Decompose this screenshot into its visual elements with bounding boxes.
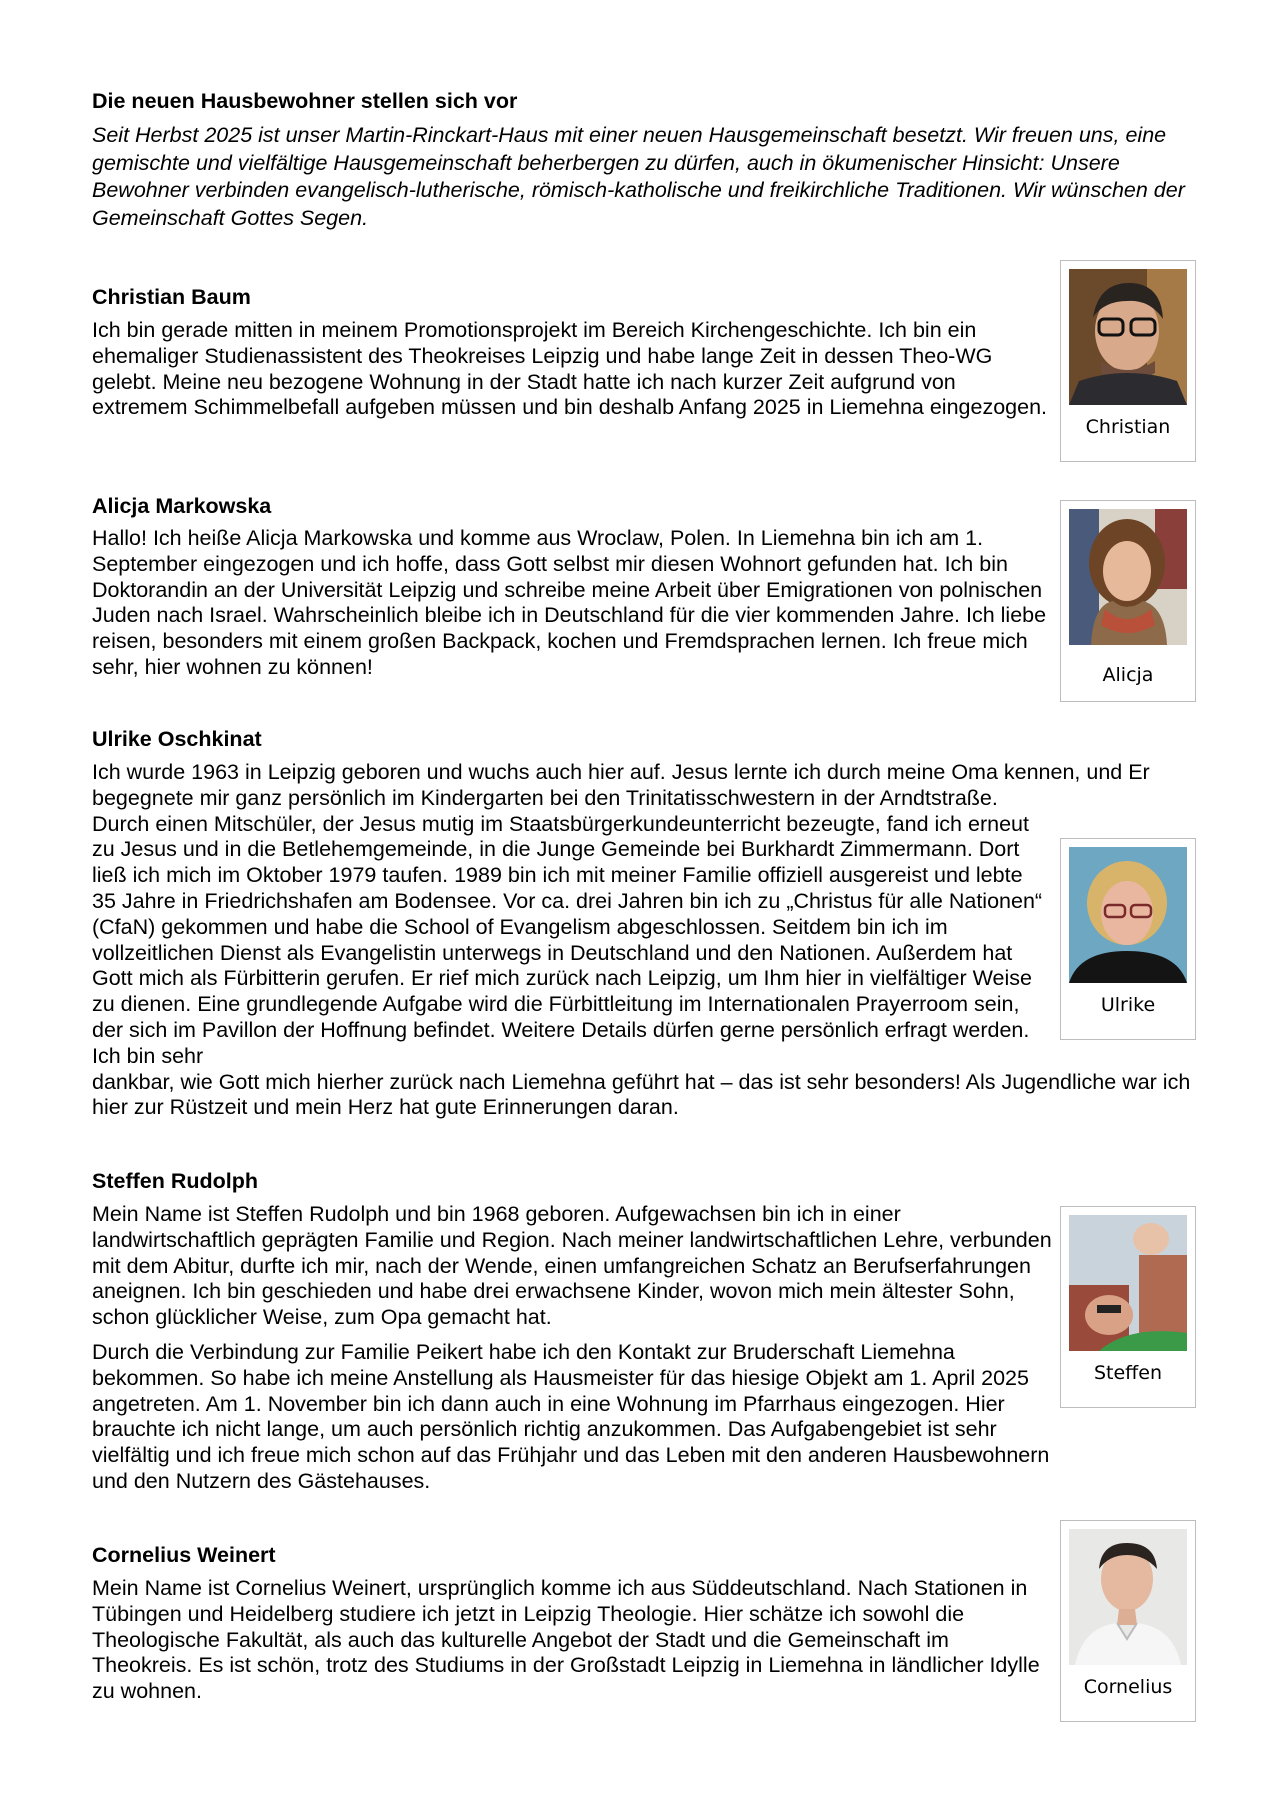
caption-christian: Christian <box>1085 416 1171 438</box>
resident-name-alicja: Alicja Markowska <box>92 494 272 518</box>
resident-text-christian: Ich bin gerade mitten in meinem Promotionsprojekt im Bereich Kirchengeschichte. Ich bin ein ehemaliger Studienassistent des Theokreises Leipzig und habe lange Zeit in dessen Theo-WG gelebt. Meine neu bezogene Wohnung in der Stadt hatte ich nach kurzer Zeit aufgrund von extremem Schimmelbefall aufgeben müssen und bin deshalb Anfang 2025 in Liemehna eingezogen. <box>92 318 1047 420</box>
resident-text-alicja: Hallo! Ich heiße Alicja Markowska und komme aus Wroclaw, Polen. In Liemehna bin ich am 1. September eingezogen und ich hoffe, dass Gott selbst mir diesen Wohnort gefunden hat. Ich bin Doktorandin an der Universität Leipzig und schreibe meine Arbeit über Emigrationen von polnischen Juden nach Israel. Wahrscheinlich bleibe ich in Deutschland für die vier kommenden Jahre. Ich liebe reisen, besonders mit einem großen Backpack, kochen und Fremdsprachen lernen. Ich freue mich sehr, hier wohnen zu können! <box>92 526 1047 679</box>
page-title: Die neuen Hausbewohner stellen sich vor <box>92 89 518 113</box>
resident-name-steffen: Steffen Rudolph <box>92 1169 259 1193</box>
resident-name-ulrike: Ulrike Oschkinat <box>92 727 262 751</box>
resident-name-christian: Christian Baum <box>92 285 251 309</box>
caption-alicja: Alicja <box>1102 664 1154 686</box>
portrait-ulrike <box>1069 847 1187 983</box>
intro-text: Seit Herbst 2025 ist unser Martin-Rinckart-Haus mit einer neuen Hausgemeinschaft besetzt. Wir freuen uns, eine gemischte und vielfältige Hausgemeinschaft beherbergen zu dürfen, auch in ökumenischer Hinsicht: Unsere Bewohner verbinden evangelisch-lutherische, römisch-katholische und freikirchliche Traditionen. Wir wünschen der Gemeinschaft Gottes Segen. <box>92 123 1185 230</box>
photo-frame-christian <box>1060 260 1196 462</box>
portrait-cornelius <box>1069 1529 1187 1665</box>
resident-text-steffen-2: Durch die Verbindung zur Familie Peikert habe ich den Kontakt zur Bruderschaft Liemehna bekommen. So habe ich meine Anstellung als Hausmeister für das hiesige Objekt am 1. April 2025 angetreten. Am 1. November bin ich dann auch in eine Wohnung im Pfarrhaus eingezogen. Hier brauchte ich nicht lange, um auch persönlich richtig anzukommen. Das Aufgabengebiet ist sehr vielfältig und ich freue mich schon auf das Frühjahr und das Leben mit den anderen Hausbewohnern und den Nutzern des Gästehauses. <box>92 1340 1050 1493</box>
caption-cornelius: Cornelius <box>1083 1676 1173 1698</box>
resident-text-ulrike-mid: Durch einen Mitschüler, der Jesus mutig im Staatsbürgerkundeunterricht bezeugte, fand ich erneut zu Jesus und in die Betlehemgemeinde, in die Junge Gemeinde bei Burkhardt Zimmermann. Dort ließ ich mich im Oktober 1979 taufen. 1989 bin ich mit meiner Familie offiziell ausgereist und lebte 35 Jahre in Friedrichshafen am Bodensee. Vor ca. drei Jahren bin ich zu „Christus für alle Nationen“ (CfaN) gekommen und habe die School of Evangelism abgeschlossen. Seitdem bin ich im vollzeitlichen Dienst als Evangelistin unterwegs in Deutschland und den Nationen. Außerdem hat Gott mich als Fürbitterin gerufen. Er rief mich zurück nach Leipzig, um Ihm hier in vielfältiger Weise zu dienen. Eine grundlegende Aufgabe wird die Fürbittleitung im Internationalen Prayerroom sein, der sich im Pavillon der Hoffnung befindet. Weitere Details dürfen gerne persönlich erfragt werden. Ich bin sehr <box>92 811 1043 1068</box>
portrait-alicja <box>1069 509 1187 645</box>
caption-ulrike: Ulrike <box>1100 994 1156 1016</box>
resident-text-steffen: Mein Name ist Steffen Rudolph und bin 1968 geboren. Aufgewachsen bin ich in einer landwirtschaftlich geprägten Familie und Region. Nach meiner landwirtschaftlichen Lehre, verbunden mit dem Abitur, durfte ich mir, nach der Wende, einen umfangreichen Schatz an Berufserfahrungen aneignen. Ich bin geschieden und habe drei erwachsene Kinder, wovon mich mein ältester Sohn, schon glücklicher Weise, zum Opa gemacht hat. <box>92 1202 1052 1330</box>
caption-steffen: Steffen <box>1093 1362 1163 1384</box>
photo-frame-steffen <box>1060 1206 1196 1408</box>
portrait-steffen <box>1069 1215 1187 1351</box>
photo-frame-ulrike <box>1060 838 1196 1040</box>
portrait-christian <box>1069 269 1187 405</box>
photo-frame-alicja <box>1060 500 1196 702</box>
photo-frame-cornelius <box>1060 1520 1196 1722</box>
resident-text-ulrike-bottom: dankbar, wie Gott mich hierher zurück nach Liemehna geführt hat – das ist sehr besonders! Als Jugendliche war ich hier zur Rüstzeit und mein Herz hat gute Erinnerungen daran. <box>92 1069 1191 1120</box>
resident-text-cornelius: Mein Name ist Cornelius Weinert, ursprünglich komme ich aus Süddeutschland. Nach Stationen in Tübingen und Heidelberg studiere ich jetzt in Leipzig Theologie. Hier schätze ich sowohl die Theologische Fakultät, als auch das kulturelle Angebot der Stadt und die Gemeinschaft im Theokreis. Es ist schön, trotz des Studiums in der Großstadt Leipzig in Liemehna in ländlicher Idylle zu wohnen. <box>92 1576 1040 1704</box>
resident-name-cornelius: Cornelius Weinert <box>92 1543 276 1567</box>
resident-text-ulrike-top: Ich wurde 1963 in Leipzig geboren und wuchs auch hier auf. Jesus lernte ich durch meine Oma kennen, und Er begegnete mir ganz persönlich im Kindergarten bei den Trinitatisschwestern in der Arndtstraße. <box>92 760 1150 810</box>
